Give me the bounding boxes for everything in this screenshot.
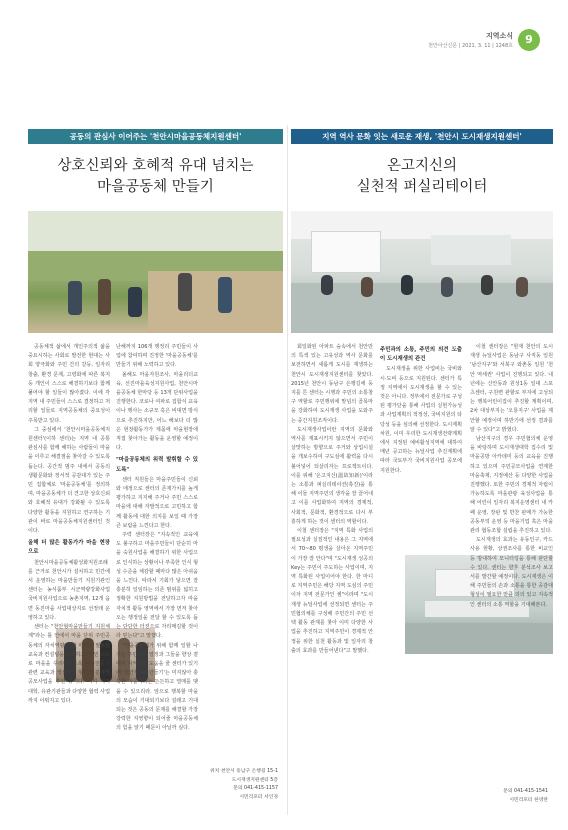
right-column-1 bbox=[291, 343, 373, 763]
right-column-3 bbox=[470, 343, 553, 763]
contact-reporter: 시민리포터 한영란 bbox=[509, 797, 548, 803]
paragraph: 센터 직원들은 마을주민들이 신뢰와 애정으로 센터의 존재가치를 높게 평가하고 지지해 주거나 주민 스스로 마을에 대해 자발적으로 고민하고 함께 활동에 대한 의지를 보일 때 가장 큰 보람을 느낀다고 한다. bbox=[116, 476, 198, 529]
paragraph: 센터는 "천안형마을만들기 지원체계"라는 틀 안에서 마을 단위 주민공동체의 자치역량 기반 마련과 필요한 교육과 컨설팅을 시행하고, 주민 스스로 마을을 꾸려나가도록 마을만들기 관련 교육과 액션러닝 형식의 분야별 공모사업을 추진 중이다. 이미 지역 대학, 유관기관들과 다양한 협력 사업까지 이뤄지고 있다. bbox=[28, 624, 110, 704]
paragraph: 남산지구의 경우 주민협의체 운영을 바탕하며 도시재생대학 집수리 및 마을공방 아카데미 등의 교육을 진행하고 있으며 주민공모사업을 연계한 마을축제, 지정예산 등 다양한 사업을 진행했다. 또한 주민의 경제적 자립이 가능하도록 마을관광 육성사업을 통해 어린이 일자리 복지운영센터 내 카페 운영, 장판 및 반찬 판매가 가능한 공동부엌 운영 등 마을기업 혹은 마을관리 협동조합 설립을 추진하고 있다. bbox=[470, 436, 553, 535]
publication-info: 천안아산신문 | 2021. 3. 11 | 1248호 bbox=[428, 43, 513, 49]
paragraph: 회일화된 아파트 숲속에서 천안만의 특색 있는 고유성과 역사 문화를 보전하면서 새롭게 도시를 재생하는 천안시 도시재생지원센터를 찾았다. 2015년 천안시 동남구 은행길에 동지를 튼 센터는 시행과 주민의 소통창구 역할로 주민행위에 맞넘의 골목마을 강화하여 도시재생 사업을 도와주는 중간지원조직이다. bbox=[291, 344, 373, 424]
left-column-1 bbox=[28, 343, 110, 763]
paragraph: 공동체적 삶에서 개인주의적 삶을 중요시하는 사회로 발전한 현대는 사회 양극화와 주민 간의 갈등, 일자리 창출, 환경 문제, 고령화에 따른 복지 등 개인이 스스로 해결하기보다 함께 풀어야 할 일들이 많아졌다. 이에 각 지역 내 주민들이 스스로 결정하고 처리할 일들로 지역공동체의 중요성이 주목받고 있다. bbox=[28, 344, 110, 424]
right-column-2 bbox=[380, 343, 462, 553]
page-number-badge: 9 bbox=[518, 29, 540, 51]
left-title-line1: 상호신뢰와 호혜적 유대 넘치는 bbox=[57, 158, 254, 174]
paragraph: 도시재생을 위한 사업비는 국비와 시·도비 등으로 지원된다. 센터가 특정 지역에서 도시재생을 할 수 있는 것은 아니다. 정부에서 전문가로 구성된 평가단을 통해 사업의 실현가능성과 사업계획의 적정성, 국비지원의 타당성 등을 심의해 선정한다. 도시계획차원, 이미 우리한 도시재생전략계획에서 지정된 예비활성지역에 대하여 매년 공고하는 뉴딜사업 추진계획에 따라 국토부가 국비지원사업 공모에 지원한다. bbox=[380, 366, 462, 474]
right-title-line1: 온고지신의 bbox=[386, 158, 458, 174]
subheading: "마을공동체의 위력 발휘할 수 있도록" bbox=[116, 457, 198, 473]
left-article-band: 공동의 관심사 이어주는 '천안시마을공동체지원센터' bbox=[28, 129, 283, 144]
column-divider bbox=[287, 125, 288, 815]
right-contact-info bbox=[503, 788, 548, 805]
paragraph: 올해도 마을자원조사, 마을리더교육, 선진마을육성지원사업, 천안시마을공동체 한마당 등 13개 단위사업을 진행한다. 코로나 여파로 집합식 교육이나 행사는 소규모 혹은 비대면 방식으로 추진하지만, 어느 해보다 더 많은 현장활동가가 제몫에 마을현장에 직접 찾아가는 활동을 운영할 예정이다. bbox=[116, 371, 198, 452]
contact-phone: 문의 041-415-1157 bbox=[233, 786, 278, 791]
left-article-title bbox=[28, 156, 283, 198]
right-title-line2: 실천적 퍼실리테이터 bbox=[356, 179, 488, 195]
subheading: 올해 더 많은 활동가가 마을 현장으로 bbox=[28, 540, 110, 556]
left-column-2 bbox=[116, 343, 198, 763]
contact-floor: 도시재생지원센터 5층 bbox=[231, 777, 278, 783]
paragraph: 도시재생사업이란 지역의 문화와 역사를 재표시키지 않으면서 주민이 살맛하는 방향으로 주거와 상업시설을 개보수하여 구도심에 활력을 다시 불어넣어 되살리자는 프로젝트이다. 이를 위해 '온고지신(溫故知新)'이라는 소통과 퍼실리테이션(촉진)을 통해 이들 지역주민의 생각을 잘 끌어내고 이를 사업화하여 지역의 경제적, 사회적, 문화적, 환경적으로 다시 부흥하게 하는 것이 센터의 역할이다. bbox=[291, 426, 373, 525]
paragraph: 이철 센터장은 "현재 천안의 도시재생 뉴딜사업은 동남구 사직동 일원 '남산지구'와 서북구 와촌동 일원 '천안 역세권' 사업이 진행되고 있다. 내년에는 신안동과 원성1동 일대 스포츠센터, 구원련 관할로 부지에 고성되는 행복어린이집이 추진할 계획이며, 2차 대상부지는 '오룡지구' 사업을 제안할 예정이며 하반기에 선정 결과를 알 수 있다"고 밝혔다. bbox=[470, 344, 553, 433]
contact-reporter: 시민리포터 서인경 bbox=[239, 794, 278, 800]
subheading: 주민과의 소통, 주민의 의견 도출이 도시재생의 관건 bbox=[380, 347, 462, 363]
paragraph: 주력 센터장은 "지속적인 교육에도 불구하고 마을주민들이 단순히 마을 숙원사업을 해결하기 위한 사업으로 인식하는 상황이나 부족한 인식 형성 수준을 체감할 때마다 많은 아쉬움을 느낀다. 따라서 기회가 닿으면 잘 충분히 일임하는 의존 범위를 넓히고 정확한 지원방법을 전달하고자 마을 자치적 활동 영역에서 가장 먼저 찾아오는 행정일을 전달 할 수 있도록 돕는 단단한 터전으로 자리매김할 것이라 믿는다"고 말했다. bbox=[116, 532, 198, 640]
contact-phone: 문의 041-415-1541 bbox=[503, 789, 548, 794]
paragraph: 이철 센터장은 "지역 특화 사업의 필요성과 실질적인 내용은 그 지역에서 70~80 평생을 살아온 지역주민이 가장 잘 안다"며 "도시재생 성공의 Key는 주민이 주도하는 사업이며, 지역 특화된 사업이어야 한다. 한 마디로 지역주민은 해당 지역 도심의 주민이자 지역 전문가인 셈"이라며 "도시재생 뉴딜사업에 선정되면 센터는 주민협의체를 구성해 주민간의 주민 선택 활동 관계를 찾아 이미 다양한 사업을 추진하고 지역주민이 경제적 안정을 위한 실천 활동과 및 일자리 창출의 효과를 만들어낸다"고 말했다. bbox=[291, 528, 373, 654]
paragraph: "마을공동체가 위해 함께 일할 나가는 주민들의 열정과 그들을 향상 곁에서 지켜보고 도움을 줄 센터가 있기에 '천안형마을만들기'는 미지않아 충북한 마을이라는 든든하고 열매를 맺을 수 있으리라. 앞으로 행복할 마을의 모습이 기대되기보다 설레고 기대되는 것은 공동의 문제를 해결할 가장 강력한 지영향이 되어줄 마을공동체의 힘을 알기 때문이 아닐까 싶다. bbox=[116, 642, 198, 732]
village-field-photo bbox=[28, 211, 283, 333]
paragraph: 천안시마을공동체활성화지원조례를 근거로 천안시가 설치하고 민간에서 운영하는 마을만들기 지원기관인 센터는 농식품부 시군역량강화사업 국비지원사업으로 농촌지역, 12개 읍면 동진마을 사업대상지로 선정돼 운영하고 있다. bbox=[28, 559, 110, 621]
left-contact-info bbox=[210, 768, 278, 802]
page-header bbox=[0, 0, 568, 62]
right-article-title bbox=[291, 156, 553, 198]
left-title-line2: 마을공동체 만들기 bbox=[97, 179, 214, 195]
contact-address: 위치 천안시 동남구 은행길 15-1 bbox=[210, 769, 278, 774]
seminar-room-photo bbox=[291, 211, 553, 333]
section-title: 지역소식 bbox=[485, 32, 513, 40]
paragraph: 난해까지 106개 행정리 주민들이 사업에 참여하며 진정한 '마을공동체'를 만들기 위해 노력하고 있다. bbox=[116, 344, 198, 369]
paragraph: 도시재생의 효과는 유동인구, 카드사용 현황, 상권조사를 통한 비교인 등 방대하여 모니터링을 통해 판단할 수 있다. 센터는 향후 분석조사 보고서를 발간할 예정이다. 도시재생은 이해 주민들의 손과 소통을 통한 공감대 형성이 필요한 만큼 의의 있고 지속적인 센터의 소통 역할을 기대해본다. bbox=[470, 537, 553, 608]
paragraph: 그 중심에서 '천안시마을공동체지원센터'(이하 센터)는 지역 내 공통 관심사를 함께 해하는 사람들이 마을을 이루고 해결점을 찾아갈 수 있도록 돕는다. 공간적 범주 내에서 공동의 생활문화와 정서적 공감대가 있는 주민 집합체로 '마을공동체'를 정의하며, 마을공동체가 더 견고한 상호신뢰와 호혜적 유대가 강화될 수 있도록 다양한 활동을 지원하고 연구하는 기관이 바로 마을공동체지원센터인 것이다. bbox=[28, 426, 110, 535]
right-article-band: 지역 역사 문화 잇는 새로운 재생, '천안시 도시재생지원센터' bbox=[291, 129, 553, 144]
